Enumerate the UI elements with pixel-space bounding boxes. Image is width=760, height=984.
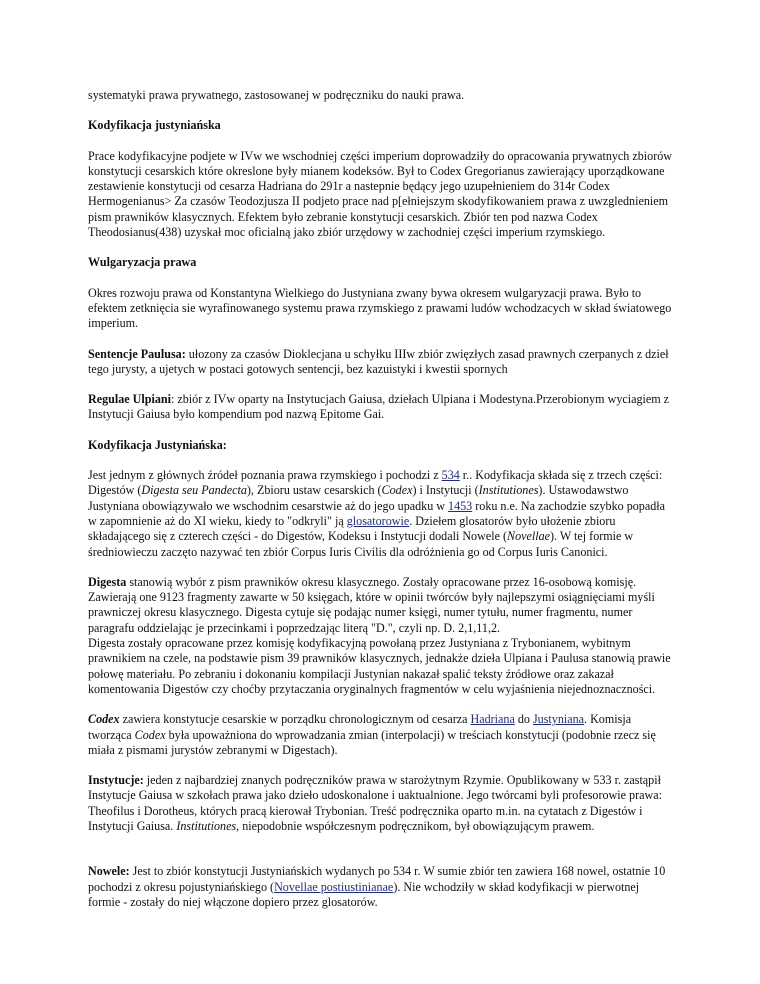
paragraph-intro-fragment: systematyki prawa prywatnego, zastosowanej w podręczniku do nauki prawa. <box>88 88 465 102</box>
paragraph-kodyfikacje-prywatne: Prace kodyfikacyjne podjete w IVw we wschodniej części imperium doprowadziły do opracowania prywatnych zbiorów konstytucji cesarskich które okreslone były mianem kodeksów. Był to Codex Gregorianus zawierający uporządkowane zestawienie konstytucji od cesarza Hadriana do 291r a nastepnie będący jego uzupełnieniem do 314r Codex Hermogenianus> Za czasów Teodozjusza II podjeto prace nad p[ełniejszym skodyfikowaniem prawa z uwzglednieniem pism prawników klasycznych. Efektem było zebranie konstytucji cesarskich. Zbiór ten pod nazwa Codex Theodosianus(438) uzyskał moc oficialną jako zbiór urzędowy w zachodniej części imperium rzymskiego. <box>88 148 673 240</box>
paragraph-digesta: Digesta stanowią wybór z pism prawników okresu klasycznego. Zostały opracowane przez 16-osobową komisję. Zawierają one 9123 fragmenty zawarte w 50 księgach, które w opinii twórców były najlepszymi osiągnięciami myśli prawniczej okresu klasycznego. Digesta cytuje się podając numer księgi, numer tytułu, numer fragmentu, numer paragrafu oddzielając je przecinkami i poprzedzając literą "D.", czyli np. D. 2,1,11,2. <box>88 574 655 635</box>
term-regulae-ulpiani: Regulae Ulpiani <box>88 392 171 407</box>
heading-kodyfikacja-justynianska-2: Kodyfikacja Justyniańska: <box>88 437 227 452</box>
paragraph-regulae-ulpiani: Regulae Ulpiani: zbiór z IVw oparty na Instytucjach Gaiusa, dziełach Ulpiana i Modestyna.Przerobionym wyciagiem z Instytucji Gaiusa było kompendium pod nazwą Epitome Gai. <box>88 392 670 422</box>
term-digesta: Digesta <box>88 574 127 589</box>
heading-kodyfikacja-justynianska: Kodyfikacja justyniańska <box>88 118 221 133</box>
term-codex: Codex <box>88 712 120 727</box>
term-instytucje: Instytucje: <box>88 773 144 788</box>
paragraph-codex: Codex zawiera konstytucje cesarskie w porządku chronologicznym od cesarza Hadriana do Justyniana. Komisja tworząca Codex była upoważniona do wprowadzania zmian (interpolacji) w treściach konstytucji (podobnie rzecz się miała z pismami jurystów zebranymi w Digestach). <box>88 712 656 757</box>
link-justyniana[interactable]: Justyniana <box>532 712 585 727</box>
term-nowele: Nowele: <box>88 864 130 879</box>
paragraph-sentencje-paulusa: Sentencje Paulusa: ułozony za czasów Dioklecjana u schyłku IIIw zbiór zwięzłych zasad prawnych czerpanych z dzieł tego jurysty, a ujetych w postaci gotowych sentencji, bez kazuistyki i kwestii spornych <box>88 346 669 376</box>
paragraph-digesta-2: Digesta zostały opracowane przez komisję kodyfikacyjną powołaną przez Justyniana z Trybonianem, wybitnym prawnikiem na czele, na podstawie pism 39 prawników klasycznych, jednakże dzieła Ulpiana i Paulusa stanowią prawie połowę materiału. Po zebraniu i dokonaniu kompilacji Justynian nakazał spalić teksty źródłowe oraz zakazał komentowania Digestów czy choćby przytaczania oryginalnych fragmentów w celu wyjaśnienia niejednoznaczności. <box>88 636 671 696</box>
term-sentencje-paulusa: Sentencje Paulusa: <box>88 346 186 361</box>
link-novellae-postiustinianae[interactable]: Novellae postiustinianae <box>274 879 394 894</box>
heading-wulgaryzacja-prawa: Wulgaryzacja prawa <box>88 255 197 270</box>
paragraph-wulgaryzacja: Okres rozwoju prawa od Konstantyna Wielkiego do Justyniana zwany bywa okresem wulgaryzacji prawa. Było to efektem zetknięcia sie wyrafinowanego systemu prawa rzymskiego z prawami ludów wchodzacych w skład światowego imperium. <box>88 285 672 331</box>
link-glosatorowie[interactable]: glosatorowie <box>346 513 410 528</box>
document-page <box>88 88 674 910</box>
paragraph-kodyfikacja-opis: Jest jednym z głównych źródeł poznania prawa rzymskiego i pochodzi z 534 r.. Kodyfikacja składa się z trzech części: Digestów (Digesta seu Pandecta), Zbioru ustaw cesarskich (Codex) i Instytucji (Institutiones). Ustawodawstwo Justyniana obowiązywało we wschodnim cesarstwie aż do jego upadku w 1453 roku n.e. Na zachodzie szybko popadła w zapomnienie aż do XI wieku, kiedy to "odkryli" ją glosatorowie. Dziełem glosatorów było ułożenie zbioru składającego się z czterech części - do Digestów, Kodeksu i Instytucji dodali Nowele (Novellae). W tej formie w średniowieczu zaczęto nazywać ten zbiór Corpus Iuris Civilis dla odróżnienia go od Corpus Iuris Canonici. <box>88 468 665 559</box>
link-hadriana[interactable]: Hadriana <box>470 712 515 727</box>
paragraph-instytucje: Instytucje: jeden z najbardziej znanych podręczników prawa w starożytnym Rzymie. Opublikowany w 533 r. zastąpił Instytucje Gaiusa w szkołach prawa jako dzieło udoskonalone i uaktualnione. Jego twórcami byli profesorowie prawa: Theofilus i Dorotheus, których pracą kierował Trybonian. Treść podręcznika oparto m.in. na cytatach z Digestów i Instytucji Gaiusa. Institutiones, niepodobnie współczesnym podręcznikom, był obowiązującym prawem. <box>88 773 662 833</box>
link-1453[interactable]: 1453 <box>448 498 473 513</box>
link-534[interactable]: 534 <box>441 468 460 483</box>
paragraph-nowele: Nowele: Jest to zbiór konstytucji Justyniańskich wydanych po 534 r. W sumie zbiór ten zawiera 168 nowel, ostatnie 10 pochodzi z okresu pojustyniańskiego (Novellae postiustinianae). Nie wchodziły w skład kodyfikacji w pierwotnej formie - zostały do niej włączone dopiero przez glosatorów. <box>88 864 666 909</box>
